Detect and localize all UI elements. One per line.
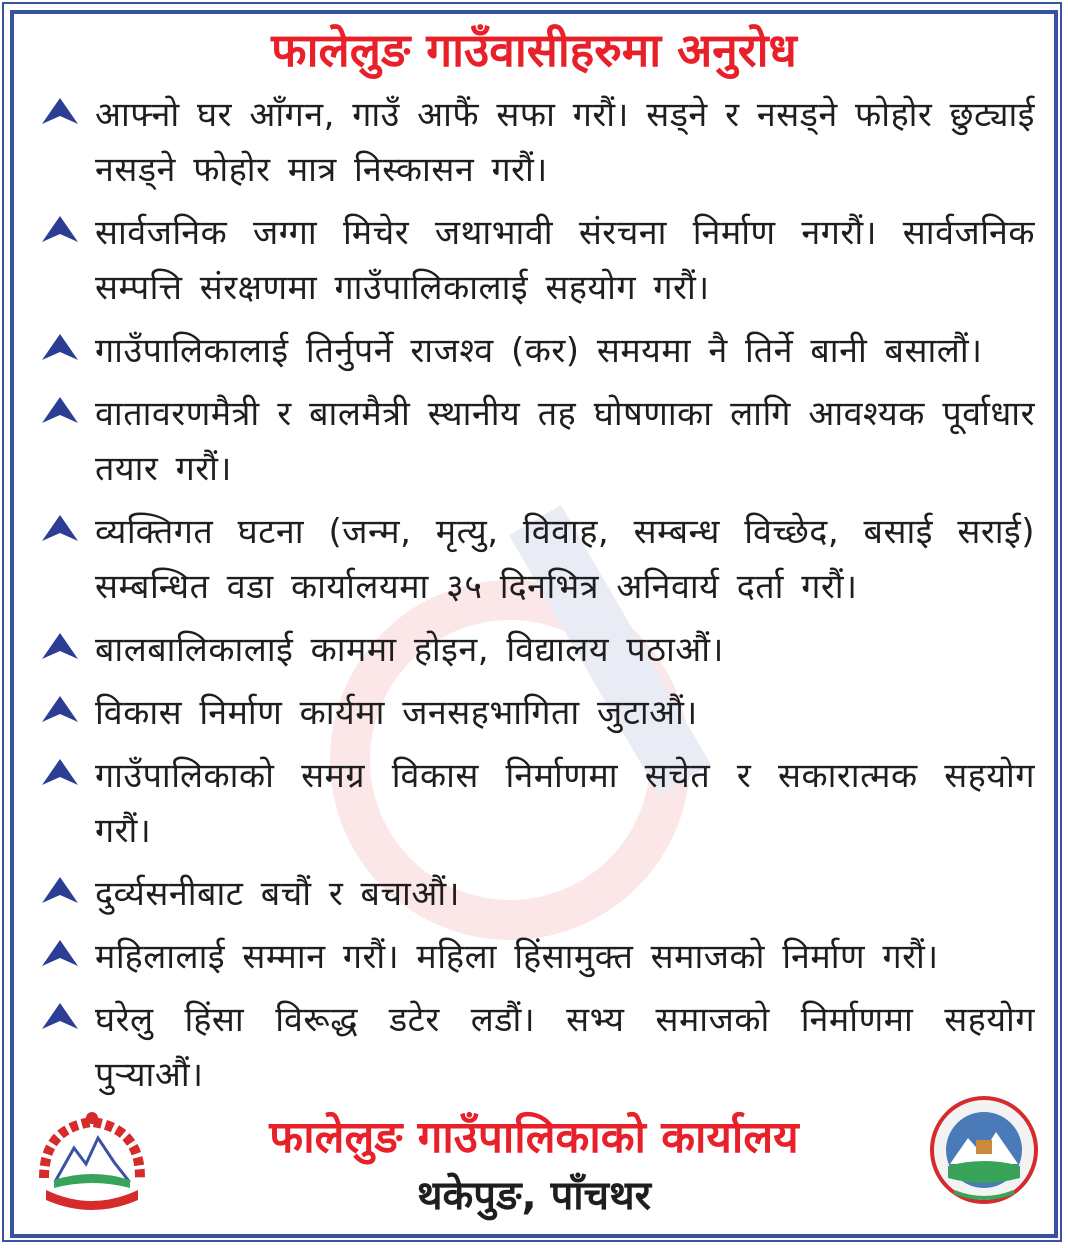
triangle-bullet-icon bbox=[40, 631, 80, 661]
triangle-bullet-icon bbox=[40, 757, 80, 787]
list-item-text: गाउँपालिकालाई तिर्नुपर्ने राजश्व (कर) समयमा नै तिर्ने बानी बसालौं। bbox=[95, 331, 983, 371]
list-item bbox=[40, 930, 1035, 985]
list-item-text: दुर्व्यसनीबाट बचौं र बचाऔं। bbox=[95, 874, 461, 914]
list-item-text: गाउँपालिकाको समग्र विकास निर्माणमा सचेत र सकारात्मक सहयोग गरौं। bbox=[95, 756, 1035, 851]
list-item bbox=[40, 749, 1035, 859]
triangle-bullet-icon bbox=[40, 332, 80, 362]
nepal-emblem-icon bbox=[34, 1108, 150, 1216]
list-item-text: महिलालाई सम्मान गरौं। महिला हिंसामुक्त समाजको निर्माण गरौं। bbox=[95, 937, 939, 977]
list-item bbox=[40, 867, 1035, 922]
list-item bbox=[40, 387, 1035, 497]
office-location: थकेपुङ, पाँचथर bbox=[416, 1173, 651, 1219]
triangle-bullet-icon bbox=[40, 96, 80, 126]
list-item bbox=[40, 88, 1035, 198]
list-item bbox=[40, 505, 1035, 615]
list-item-text: विकास निर्माण कार्यमा जनसहभागिता जुटाऔं। bbox=[95, 693, 698, 733]
triangle-bullet-icon bbox=[40, 214, 80, 244]
office-name: फालेलुङ गाउँपालिकाको कार्यालय bbox=[269, 1112, 799, 1163]
list-item-text: आफ्नो घर आँगन, गाउँ आफैं सफा गरौं। सड्ने र नसड्ने फोहोर छुट्याई नसड्ने फोहोर मात्र निस्कासन गरौं। bbox=[95, 95, 1035, 190]
triangle-bullet-icon bbox=[40, 875, 80, 905]
municipality-logo-icon bbox=[928, 1094, 1040, 1206]
request-list bbox=[40, 88, 1035, 1111]
page-title: फालेलुङ गाउँवासीहरुमा अनुरोध bbox=[271, 23, 797, 77]
list-item-text: सार्वजनिक जग्गा मिचेर जथाभावी संरचना निर्माण नगरौं। सार्वजनिक सम्पत्ति संरक्षणमा गाउँपालिकालाई सहयोग गरौं। bbox=[95, 213, 1035, 308]
list-item bbox=[40, 324, 1035, 379]
list-item bbox=[40, 993, 1035, 1103]
triangle-bullet-icon bbox=[40, 694, 80, 724]
list-item bbox=[40, 206, 1035, 316]
triangle-bullet-icon bbox=[40, 513, 80, 543]
list-item bbox=[40, 686, 1035, 741]
list-item-text: वातावरणमैत्री र बालमैत्री स्थानीय तह घोषणाका लागि आवश्यक पूर्वाधार तयार गरौं। bbox=[95, 394, 1035, 489]
triangle-bullet-icon bbox=[40, 938, 80, 968]
list-item-text: बालबालिकालाई काममा होइन, विद्यालय पठाऔं। bbox=[95, 630, 724, 670]
list-item-text: व्यक्तिगत घटना (जन्म, मृत्यु, विवाह, सम्बन्ध विच्छेद, बसाई सराई) सम्बन्धित वडा कार्यालयमा ३५ दिनभित्र अनिवार्य दर्ता गरौं। bbox=[95, 512, 1035, 607]
triangle-bullet-icon bbox=[40, 395, 80, 425]
triangle-bullet-icon bbox=[40, 1001, 80, 1031]
list-item-text: घरेलु हिंसा विरूद्ध डटेर लडौं। सभ्य समाजको निर्माणमा सहयोग पुऱ्याऔं। bbox=[95, 1000, 1035, 1095]
list-item bbox=[40, 623, 1035, 678]
